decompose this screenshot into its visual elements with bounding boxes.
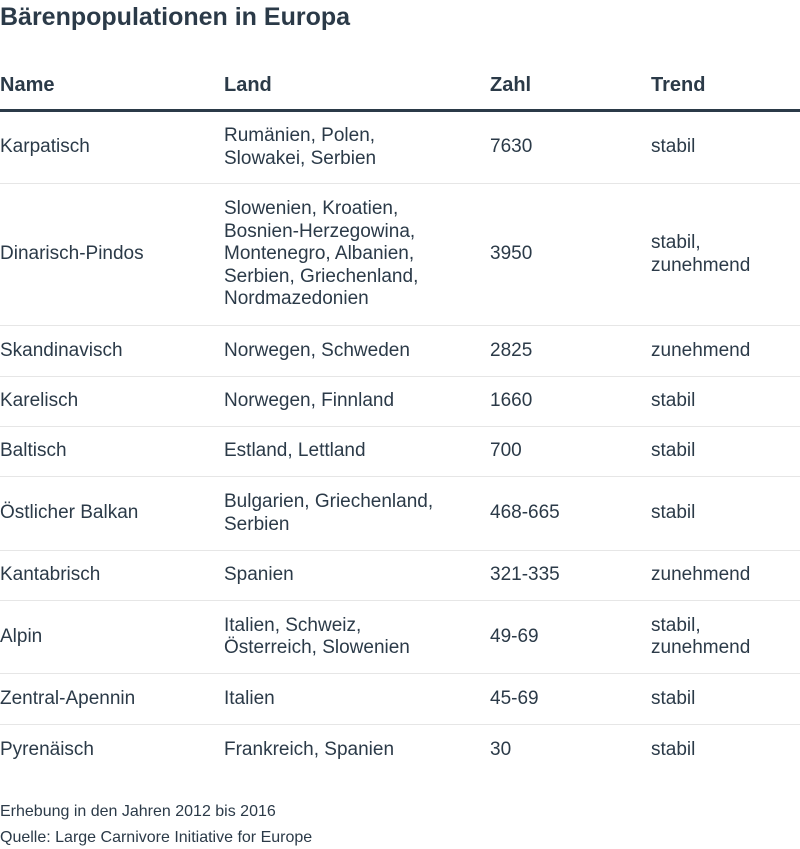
cell-land bbox=[224, 725, 490, 776]
cell-zahl: 700 bbox=[490, 427, 651, 477]
cell-trend bbox=[651, 674, 800, 725]
cell-land bbox=[224, 377, 490, 427]
cell-trend-line: stabil bbox=[651, 390, 696, 412]
cell-name: Kantabrisch bbox=[0, 551, 224, 601]
cell-trend-line: stabil, bbox=[651, 614, 701, 636]
table-body bbox=[0, 111, 800, 776]
column-header-name: Name bbox=[0, 61, 224, 111]
column-header-trend: Trend bbox=[651, 61, 800, 111]
column-header-land: Land bbox=[224, 61, 490, 111]
cell-zahl: 30 bbox=[490, 739, 512, 760]
cell-zahl: 49-69 bbox=[490, 601, 651, 674]
cell-land bbox=[224, 551, 490, 601]
table-header-row bbox=[0, 61, 800, 111]
bear-population-table bbox=[0, 61, 800, 776]
table-row bbox=[0, 674, 800, 725]
cell-land-line: Bosnien-Herzegowina, bbox=[224, 220, 416, 242]
cell-land-line: Österreich, Slowenien bbox=[224, 637, 410, 658]
cell-name: Karelisch bbox=[0, 377, 224, 427]
cell-trend bbox=[651, 725, 800, 776]
table-row bbox=[0, 111, 800, 184]
table-row bbox=[0, 184, 800, 326]
cell-land bbox=[224, 674, 490, 725]
cell-land bbox=[224, 601, 490, 674]
cell-land-line: Serbien bbox=[224, 513, 290, 535]
cell-land-line: Serbien, Griechenland, bbox=[224, 265, 419, 287]
cell-land-line: Italien bbox=[224, 687, 275, 709]
cell-trend-line: zunehmend bbox=[651, 564, 751, 586]
cell-trend bbox=[651, 551, 800, 601]
cell-trend bbox=[651, 377, 800, 427]
cell-land bbox=[224, 184, 490, 326]
cell-trend bbox=[651, 184, 800, 326]
table-row bbox=[0, 477, 800, 551]
cell-trend-line: zunehmend bbox=[651, 637, 751, 658]
cell-name: Dinarisch-Pindos bbox=[0, 184, 224, 326]
cell-zahl: 3950 bbox=[490, 184, 651, 326]
cell-zahl: 468-665 bbox=[490, 477, 651, 551]
table-row bbox=[0, 427, 800, 477]
cell-land-line: Spanien bbox=[224, 564, 294, 586]
cell-land-line: Italien, Schweiz, bbox=[224, 614, 362, 636]
cell-trend-line: stabil bbox=[651, 440, 696, 462]
cell-trend bbox=[651, 477, 800, 551]
cell-name: Östlicher Balkan bbox=[0, 477, 224, 551]
cell-trend-line: stabil bbox=[651, 502, 696, 524]
cell-zahl: 45-69 bbox=[490, 674, 651, 725]
cell-trend-line: stabil, bbox=[651, 232, 701, 253]
cell-trend bbox=[651, 601, 800, 674]
cell-land bbox=[224, 427, 490, 477]
cell-zahl: 1660 bbox=[490, 377, 651, 427]
table-row bbox=[0, 601, 800, 674]
cell-land bbox=[224, 111, 490, 184]
source-note: Quelle: Large Carnivore Initiative for Europe bbox=[0, 829, 313, 846]
cell-zahl: 7630 bbox=[490, 111, 651, 184]
cell-land-line: Slowenien, Kroatien, bbox=[224, 198, 399, 220]
cell-trend bbox=[651, 427, 800, 477]
cell-land-line: Montenegro, Albanien, bbox=[224, 243, 415, 265]
table-row bbox=[0, 551, 800, 601]
cell-land-line: Nordmazedonien bbox=[224, 288, 369, 310]
cell-land-line: Slowakei, Serbien bbox=[224, 147, 377, 169]
cell-name: Alpin bbox=[0, 601, 224, 674]
cell-land bbox=[224, 326, 490, 377]
cell-trend bbox=[651, 111, 800, 184]
cell-trend-line: zunehmend bbox=[651, 254, 751, 276]
cell-zahl: 321-335 bbox=[490, 551, 651, 601]
cell-trend bbox=[651, 326, 800, 377]
table-row bbox=[0, 326, 800, 377]
cell-land-line: Rumänien, Polen, bbox=[224, 125, 376, 146]
cell-land-line: Frankreich, Spanien bbox=[224, 739, 395, 760]
survey-note: Erhebung in den Jahren 2012 bis 2016 bbox=[0, 803, 276, 820]
cell-name: Karpatisch bbox=[0, 111, 224, 184]
cell-zahl: 2825 bbox=[490, 326, 651, 377]
cell-land-line: Norwegen, Schweden bbox=[224, 339, 410, 361]
cell-land-line: Estland, Lettland bbox=[224, 440, 366, 462]
cell-trend-line: zunehmend bbox=[651, 339, 751, 361]
cell-trend-line: stabil bbox=[651, 739, 696, 760]
cell-name: Skandinavisch bbox=[0, 326, 224, 377]
table-row bbox=[0, 377, 800, 427]
cell-land-line: Norwegen, Finnland bbox=[224, 390, 395, 412]
cell-land-line: Bulgarien, Griechenland, bbox=[224, 491, 434, 512]
table-row bbox=[0, 725, 800, 776]
page-title: Bärenpopulationen in Europa bbox=[0, 3, 351, 31]
cell-land bbox=[224, 477, 490, 551]
cell-name: Zentral-Apennin bbox=[0, 674, 224, 725]
cell-name: Pyrenäisch bbox=[0, 739, 94, 760]
column-header-zahl: Zahl bbox=[490, 61, 651, 111]
cell-name: Baltisch bbox=[0, 427, 224, 477]
cell-trend-line: stabil bbox=[651, 687, 696, 709]
cell-trend-line: stabil bbox=[651, 136, 696, 158]
